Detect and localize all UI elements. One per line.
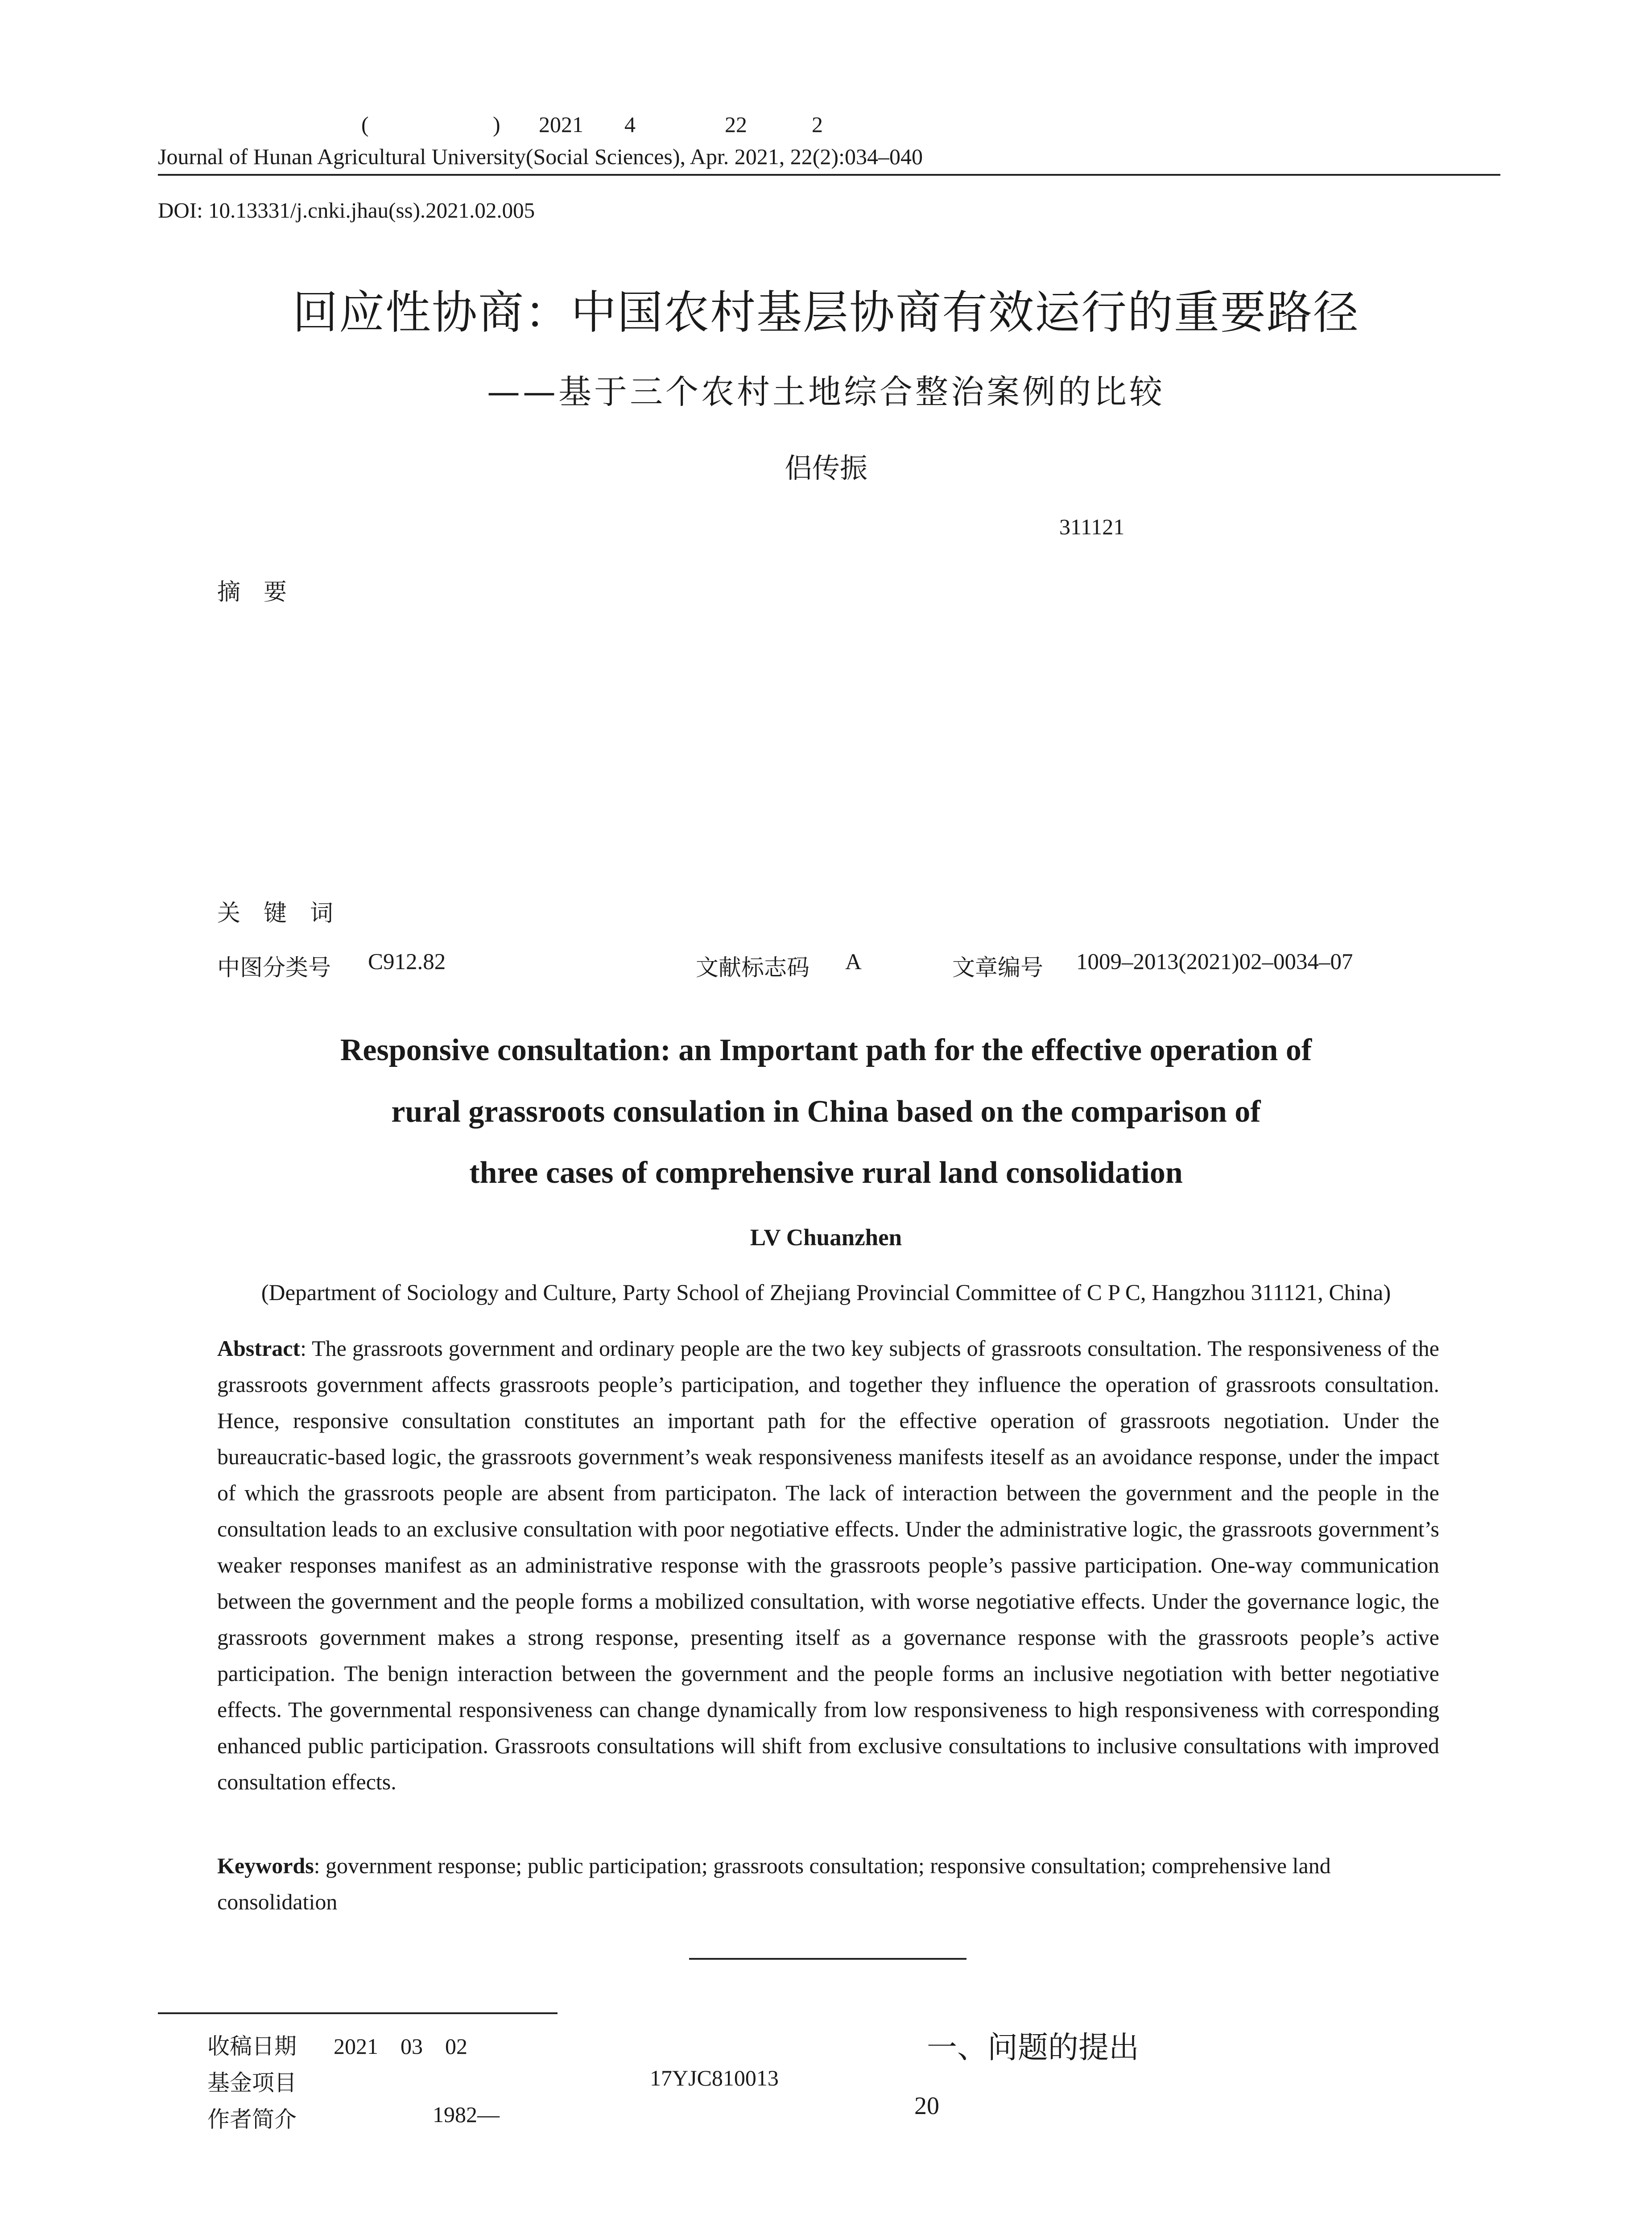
clc-label: 中图分类号 (217, 955, 331, 981)
subtitle-cn: ——基于三个农村土地综合整治案例的比较 (487, 373, 1165, 411)
keywords-label-cn: 关 键 词 (217, 900, 334, 927)
author-en: LV Chuanzhen (750, 1225, 902, 1251)
author-bio-value: 1982— (433, 2102, 500, 2127)
footnote-received (0, 2028, 847, 2060)
page-number: 20 (914, 2092, 939, 2120)
section-heading: 一、问题的提出 (927, 2030, 1140, 2065)
keywords-en (217, 1848, 1439, 1920)
keywords-en-text: : government response; public participation; grassroots consultation; responsive consultation; comprehensive land consolidation (217, 1853, 1331, 1914)
doi: DOI: 10.13331/j.cnki.jhau(ss).2021.02.005 (158, 198, 535, 223)
clc-value: C912.82 (368, 950, 446, 975)
journal-header-cn (0, 112, 1652, 143)
article-no-value: 1009–2013(2021)02–0034–07 (1076, 950, 1353, 975)
doc-code-value: A (845, 950, 862, 975)
classification-line (0, 949, 1652, 983)
abstract-en-text: : The grassroots government and ordinary people are the two key subjects of grassroots consultation. The responsiveness of the grassroots government affects grassroots people’s participation, and together they influence the operation of grassroots consultation. Hence, responsive consultation constitutes an important path for the effective operation of grassroots negotiation. Under the bureaucratic-based logic, the grassroots government’s weak responsiveness manifests iteself as an avoidance response, under the impact of which the grassroots people are absent from participaton. The lack of interaction between the government and the people in the consultation leads to an exclusive consultation with poor negotiative effects. Under the administrative logic, the grassroots government’s weaker responses manifest as an administrative response with the grassroots people’s passive participation. One-way communication between the government and the people forms a mobilized consultation, with worse negotiative effects. Under the governance logic, the grassroots government makes a strong response, presenting itself as a governance response with the grassroots people’s active participation. The benign interaction between the government and the people forms an inclusive negotiation with better negotiative effects. The governmental responsiveness can change dynamically from low responsiveness to high responsiveness with corresponding enhanced public participation. Grassroots consultations will shift from exclusive consultations to inclusive consultations with improved consultation effects. (217, 1336, 1439, 1794)
abstract-end-rule (689, 1958, 966, 1960)
title-cn: 回应性协商：中国农村基层协商有效运行的重要路径 (293, 286, 1359, 339)
author-bio-label: 作者简介 (207, 2106, 297, 2132)
keywords-en-label: Keywords (217, 1853, 314, 1878)
doc-code-label: 文献标志码 (696, 955, 810, 981)
abstract-label-cn: 摘 要 (217, 579, 287, 606)
abstract-en-label: Abstract (217, 1336, 301, 1361)
fund-value: 17YJC810013 (650, 2065, 779, 2090)
journal-header-en: Journal of Hunan Agricultural University(Social Sciences), Apr. 2021, 22(2):034–040 (158, 144, 923, 169)
header-paren-close: ) (493, 112, 500, 137)
title-en-line-3: three cases of comprehensive rural land consolidation (469, 1156, 1183, 1190)
footnote-rule (158, 2012, 558, 2014)
header-month: 4 (624, 112, 636, 137)
abstract-en (217, 1330, 1439, 1800)
footnote-author (0, 2102, 847, 2133)
footnote-fund (0, 2065, 847, 2096)
title-en-line-1: Responsive consultation: an Important path for the effective operation of (340, 1033, 1312, 1067)
header-volume: 22 (725, 112, 747, 137)
header-issue: 2 (812, 112, 823, 137)
fund-label: 基金项目 (207, 2070, 297, 2096)
article-no-label: 文章编号 (952, 955, 1044, 981)
header-year: 2021 (539, 112, 583, 137)
affiliation-en: (Department of Sociology and Culture, Party School of Zhejiang Provincial Committee of C P C, Hangzhou 311121, China) (261, 1280, 1391, 1305)
received-value: 2021 03 02 (334, 2034, 467, 2059)
title-en-line-2: rural grassroots consulation in China based on the comparison of (391, 1094, 1261, 1129)
author-cn: 侣传振 (784, 452, 867, 484)
received-label: 收稿日期 (207, 2033, 297, 2059)
postcode: 311121 (1059, 514, 1125, 539)
header-paren-open: ( (361, 112, 369, 137)
header-rule (158, 174, 1500, 176)
